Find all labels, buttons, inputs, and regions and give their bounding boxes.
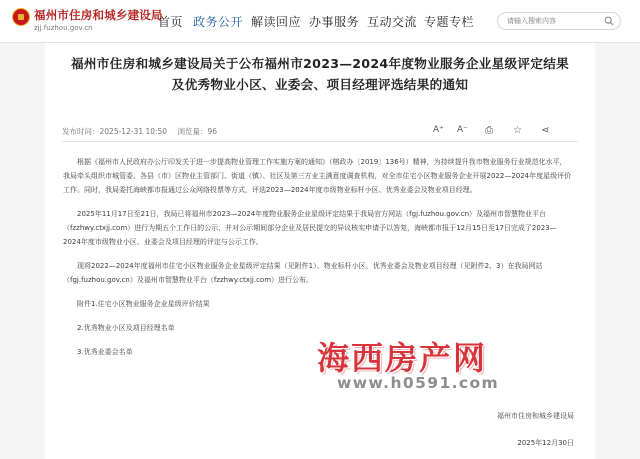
site-logo[interactable] — [12, 7, 163, 35]
article-title-line2: 及优秀物业小区、业委会、项目经理评选结果的通知 — [171, 77, 469, 92]
paragraph-1: 根据《福州市人民政府办公厅印发关于进一步提高物业管理工作实施方案的通知》（榕政办〔2019〕136号）精神，为持续提升我市物业服务行业规范化水平，我局牵头组织市城管委、各县（市）区物业主管部门、街道（镇）、社区及第三方业主满意度调查机构，对全市住宅小区物业服务企业开展2022—2024年度星级评价工作。同时，我局委托海峡都市报通过公众网络投票等方式，评选2023—2024年度市级物业标杆小区、优秀业委会及物业项目经理。 — [63, 158, 572, 194]
signature-date: 2025年12月30日 — [517, 439, 574, 447]
nav-item-gov-affairs[interactable]: 政务公开 — [193, 15, 244, 29]
attachment-1-link[interactable]: 附件1.住宅小区物业服务企业星级评价结果 — [77, 300, 210, 308]
site-header — [0, 0, 640, 43]
nav-item-interaction[interactable]: 互动交流 — [367, 15, 418, 29]
watermark-brand: 海西房产网 — [317, 339, 488, 377]
article-title-line1: 福州市住房和城乡建设局关于公布福州市2023—2024年度物业服务企业星级评定结果 — [71, 56, 569, 71]
search-icon[interactable] — [604, 16, 614, 26]
nav-item-special-topics[interactable]: 专题专栏 — [424, 15, 475, 29]
search-input[interactable] — [507, 15, 599, 27]
attachment-3-link[interactable]: 3.优秀业委会名单 — [77, 348, 133, 356]
title-divider — [62, 141, 578, 142]
search-box — [497, 12, 621, 30]
paragraph-2: 2025年11月17日至21日，我局已将福州市2023—2024年度物业服务企业星级评定结果于我局官方网站（fgj.fuzhou.gov.cn）及福州市智慧物业平台（fzzhwy.ctxjj.com）进行为期五个工作日的公示，并对公示期间部分企业及居民提交的异议核实申请予以答复，海峡都市报于12月15日至17日完成了2023—2024年度市级物业小区、业委会及项目经理的评定与公示工作。 — [63, 210, 557, 246]
nav-item-services[interactable]: 办事服务 — [309, 15, 360, 29]
print-icon[interactable]: ⎙ — [485, 124, 493, 136]
publish-time: 发布时间：2025-12-31 10:50 — [62, 127, 168, 136]
share-icon[interactable]: ⋖ — [541, 124, 550, 136]
font-smaller-icon[interactable]: A⁻ — [457, 125, 468, 135]
attachment-2-link[interactable]: 2.优秀物业小区及项目经理名单 — [77, 324, 175, 332]
article-toolbar — [45, 123, 595, 139]
emblem-icon — [12, 8, 30, 26]
font-larger-icon[interactable]: A⁺ — [433, 125, 444, 135]
watermark-url: www.h0591.com — [337, 374, 500, 392]
article-card — [45, 43, 595, 459]
favorite-icon[interactable]: ☆ — [513, 124, 522, 136]
view-count: 浏览量：96 — [177, 127, 218, 136]
nav-item-interpretation[interactable]: 解读回应 — [251, 15, 302, 29]
nav-item-home[interactable]: 首页 — [158, 15, 184, 29]
paragraph-3: 现将2022—2024年度福州市住宅小区物业服务企业星级评定结果（见附件1）、物业标杆小区、优秀业委会及物业项目经理（见附件2、3）在我局网站（fgj.fuzhou.gov.cn）及福州市智慧物业平台（fzzhwy.ctxjj.com）进行公布。 — [63, 262, 543, 284]
article-body — [63, 155, 573, 359]
signature-org: 福州市住房和城乡建设局 — [497, 412, 574, 420]
site-domain: zjj.fuzhou.gov.cn — [34, 24, 93, 32]
site-title: 福州市住房和城乡建设局 — [34, 8, 163, 22]
article-title — [45, 53, 595, 95]
